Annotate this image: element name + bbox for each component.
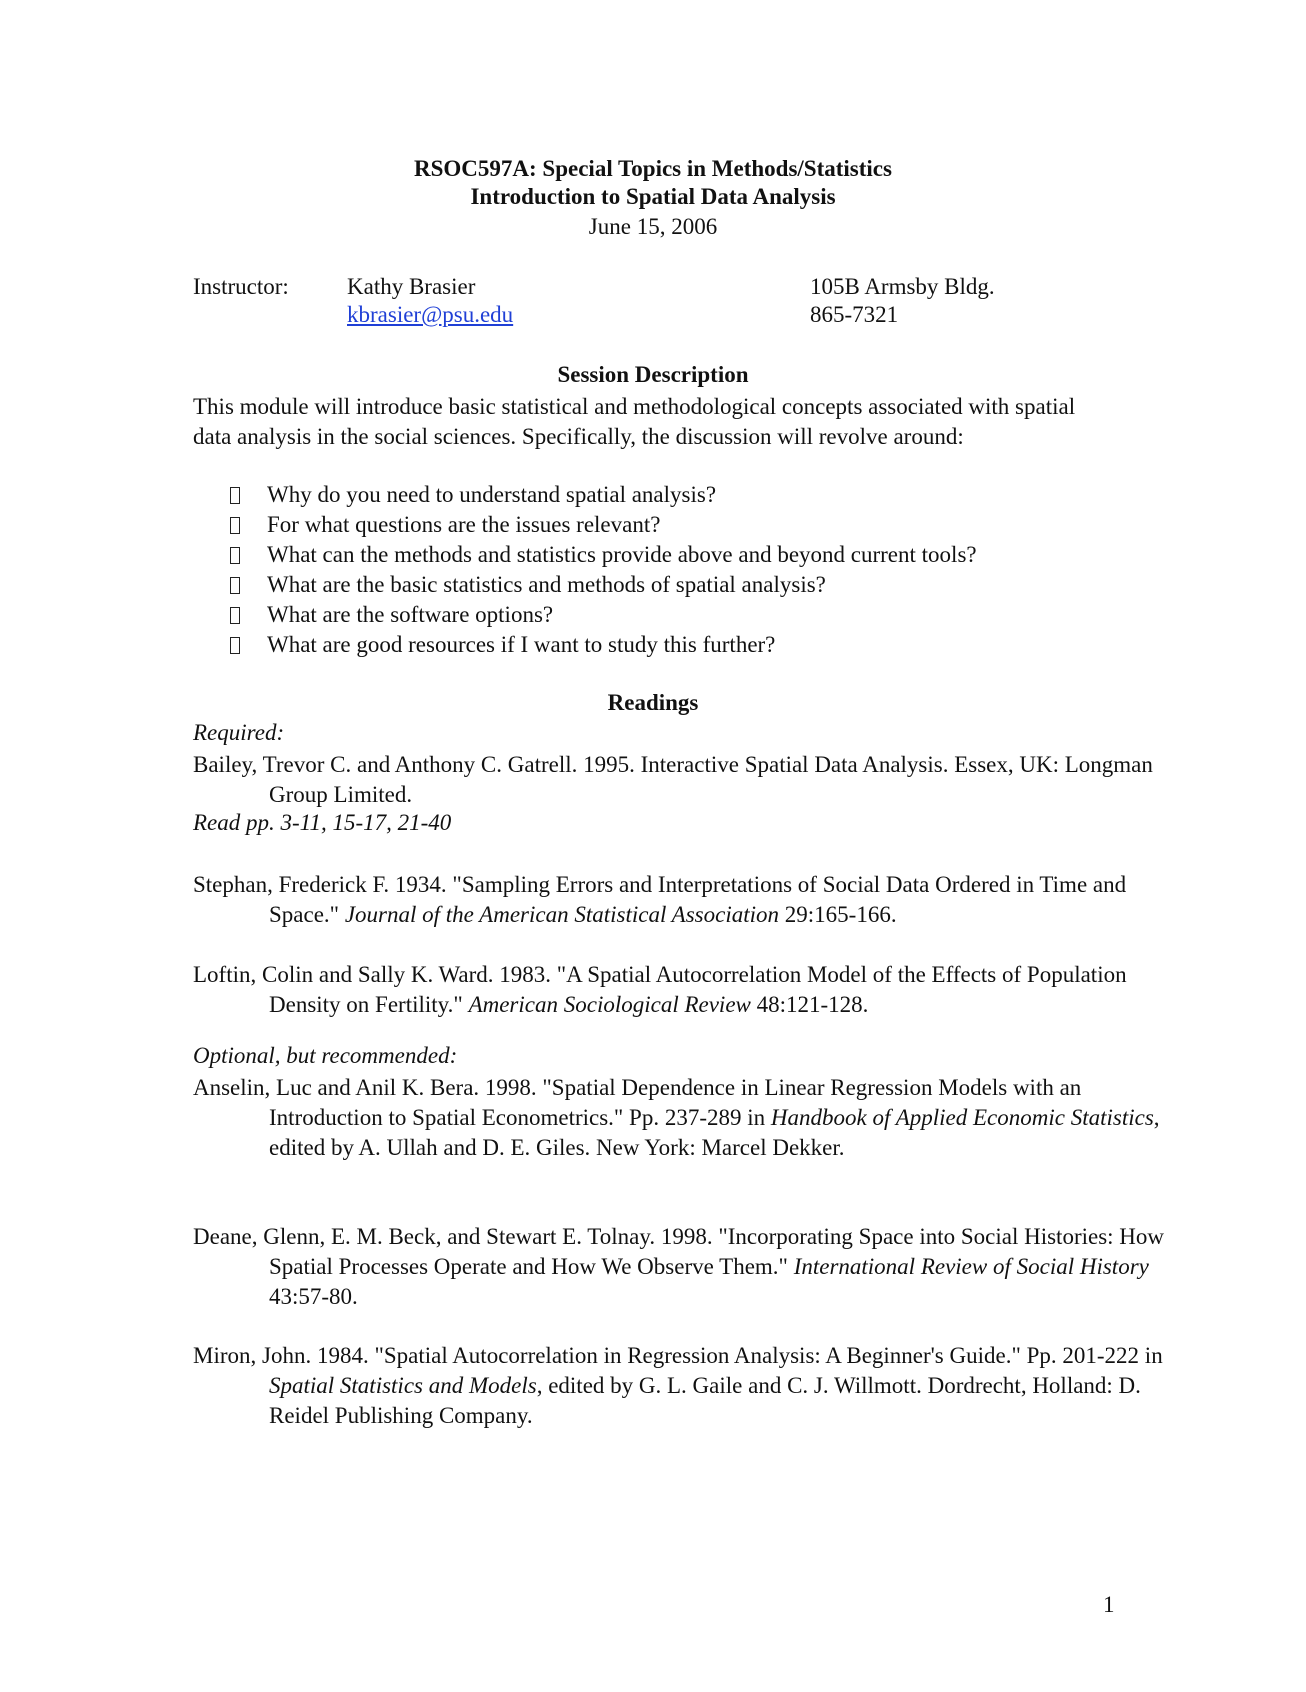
list-item — [230, 540, 977, 570]
list-item-text: What are the software options? — [267, 602, 554, 627]
reference-loftin — [193, 960, 1199, 1020]
reference-text: Bailey, Trevor C. and Anthony C. Gatrell. 1995. Interactive Spatial Data Analysis. Essex, UK: Longman Group Limited. — [193, 752, 1153, 807]
reference-text: 48:121-128. — [750, 992, 869, 1017]
document-date: June 15, 2006 — [588, 214, 718, 239]
list-item-text: What are good resources if I want to study this further? — [267, 632, 776, 657]
reference-anselin — [193, 1073, 1199, 1163]
reference-bailey — [193, 750, 1199, 810]
read-pages-note: Read pp. 3-11, 15-17, 21-40 — [193, 810, 452, 835]
list-item — [230, 630, 977, 660]
list-item-text: Why do you need to understand spatial analysis? — [267, 482, 717, 507]
bullet-box-icon — [230, 637, 240, 654]
instructor-label: Instructor: — [193, 274, 289, 299]
session-description-heading: Session Description — [557, 362, 749, 387]
bullet-box-icon — [230, 517, 240, 534]
journal-title: American Sociological Review — [468, 992, 751, 1017]
journal-title: International Review of Social History — [793, 1254, 1149, 1279]
bullet-box-icon — [230, 607, 240, 624]
bullet-box-icon — [230, 487, 240, 504]
course-subtitle: Introduction to Spatial Data Analysis — [470, 184, 836, 209]
list-item-text: What can the methods and statistics provide above and beyond current tools? — [267, 542, 977, 567]
bullet-box-icon — [230, 577, 240, 594]
journal-title: Journal of the American Statistical Association — [344, 902, 780, 927]
list-item-text: For what questions are the issues relevant? — [267, 512, 661, 537]
instructor-office: 105B Armsby Bldg. — [810, 274, 995, 299]
reference-text: Deane, Glenn, E. M. Beck, and Stewart E. Tolnay. 1998. "Incorporating Space into Social Histories: How Spatial Processes Operate and How We Observe Them." — [193, 1224, 1165, 1279]
reference-text: Miron, John. 1984. "Spatial Autocorrelation in Regression Analysis: A Beginner's Guide." Pp. 201-222 in — [193, 1343, 1163, 1368]
session-questions-list — [230, 480, 977, 660]
list-item — [230, 510, 977, 540]
reference-text: Stephan, Frederick F. 1934. "Sampling Errors and Interpretations of Social Data Ordered in Time and Space." — [193, 872, 1127, 927]
instructor-email-link[interactable]: kbrasier@psu.edu — [347, 302, 514, 327]
journal-title: Spatial Statistics and Models — [269, 1373, 537, 1398]
required-label: Required: — [193, 720, 285, 745]
reference-text: 43:57-80. — [269, 1284, 358, 1309]
reference-miron — [193, 1341, 1199, 1431]
reference-text: Anselin, Luc and Anil K. Bera. 1998. "Spatial Dependence in Linear Regression Models with an Introduction to Spatial Econometrics." Pp. 237-289 in — [193, 1075, 1082, 1130]
reference-text: , edited by G. L. Gaile and C. J. Willmott. Dordrecht, Holland: D. Reidel Publishing Company. — [269, 1373, 1141, 1428]
list-item — [230, 570, 977, 600]
journal-title: Handbook of Applied Economic Statistics — [770, 1105, 1154, 1130]
reference-text: , edited by A. Ullah and D. E. Giles. New York: Marcel Dekker. — [269, 1105, 1160, 1160]
reference-deane — [193, 1222, 1199, 1312]
course-title: RSOC597A: Special Topics in Methods/Statistics — [414, 156, 892, 181]
bullet-box-icon — [230, 547, 240, 564]
instructor-phone: 865-7321 — [810, 302, 899, 327]
reference-text: 29:165-166. — [779, 902, 897, 927]
readings-heading: Readings — [607, 690, 699, 715]
optional-label: Optional, but recommended: — [193, 1043, 458, 1068]
list-item — [230, 600, 977, 630]
session-description-text: This module will introduce basic statistical and methodological concepts associated with spatial data analysis in the social sciences. Specifically, the discussion will revolve around: — [193, 394, 1076, 449]
reference-text: Loftin, Colin and Sally K. Ward. 1983. "A Spatial Autocorrelation Model of the Effects of Population Density on Fertility." — [193, 962, 1127, 1017]
list-item-text: What are the basic statistics and methods of spatial analysis? — [267, 572, 826, 597]
reference-stephan — [193, 870, 1199, 930]
instructor-name: Kathy Brasier — [347, 274, 476, 299]
page-number: 1 — [1103, 1592, 1115, 1617]
list-item — [230, 480, 977, 510]
